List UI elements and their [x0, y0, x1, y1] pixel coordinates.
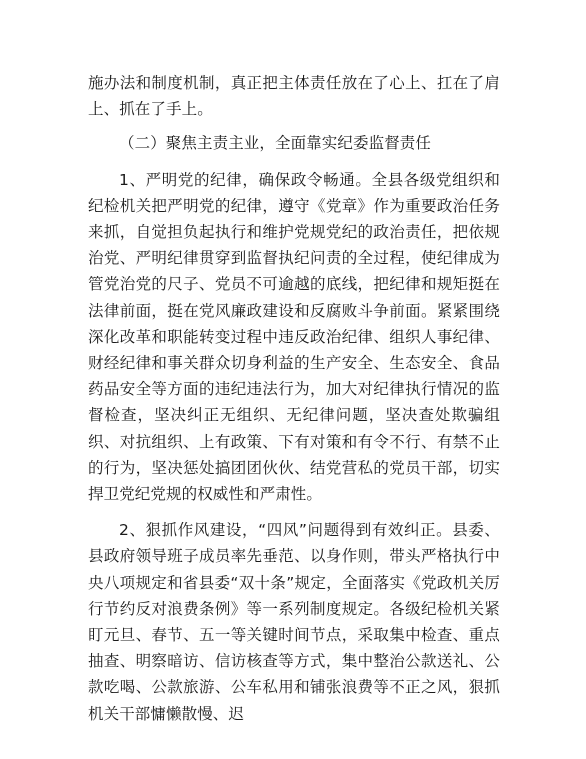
document-page [88, 70, 500, 727]
section-heading: （二）聚焦主责主业，全面靠实纪委监督责任 [119, 134, 432, 153]
paragraph-continuation: 施办法和制度机制，真正把主体责任放在了心上、扛在了肩上、抓在了手上。 [88, 74, 500, 119]
paragraph-work-style: 2、狠抓作风建设，“四风”问题得到有效纠正。县委、县政府领导班子成员率先垂范、以身作则，带头严格执行中央八项规定和省县委“双十条”规定，全面落实《党政机关厉行节约反对浪费条例》等一系列制度规定。各级纪检机关紧盯元旦、春节、五一等关键时间节点，采取集中检查、重点抽查、明察暗访、信访核查等方式，集中整治公款送礼、公款吃喝、公款旅游、公车私用和铺张浪费等不正之风，狠抓机关干部慵懒散慢、迟 [88, 521, 500, 723]
paragraph-discipline: 1、严明党的纪律，确保政令畅通。全县各级党组织和纪检机关把严明党的纪律，遵守《党章》作为重要政治任务来抓，自觉担负起执行和维护党规党纪的政治责任，把依规治党、严明纪律贯穿到监督执纪问责的全过程，使纪律成为管党治党的尺子、党员不可逾越的底线，把纪律和规矩挺在法律前面，挺在党风廉政建设和反腐败斗争前面。紧紧围绕深化改革和职能转变过程中违反政治纪律、组织人事纪律、财经纪律和事关群众切身利益的生产安全、生态安全、食品药品安全等方面的违纪违法行为，加大对纪律执行情况的监督检查，坚决纠正无组织、无纪律问题，坚决查处欺骗组织、对抗组织、上有政策、下有对策和有令不行、有禁不止的行为，坚决惩处搞团团伙伙、结党营私的党员干部，切实捍卫党纪党规的权威性和严肃性。 [88, 170, 500, 504]
